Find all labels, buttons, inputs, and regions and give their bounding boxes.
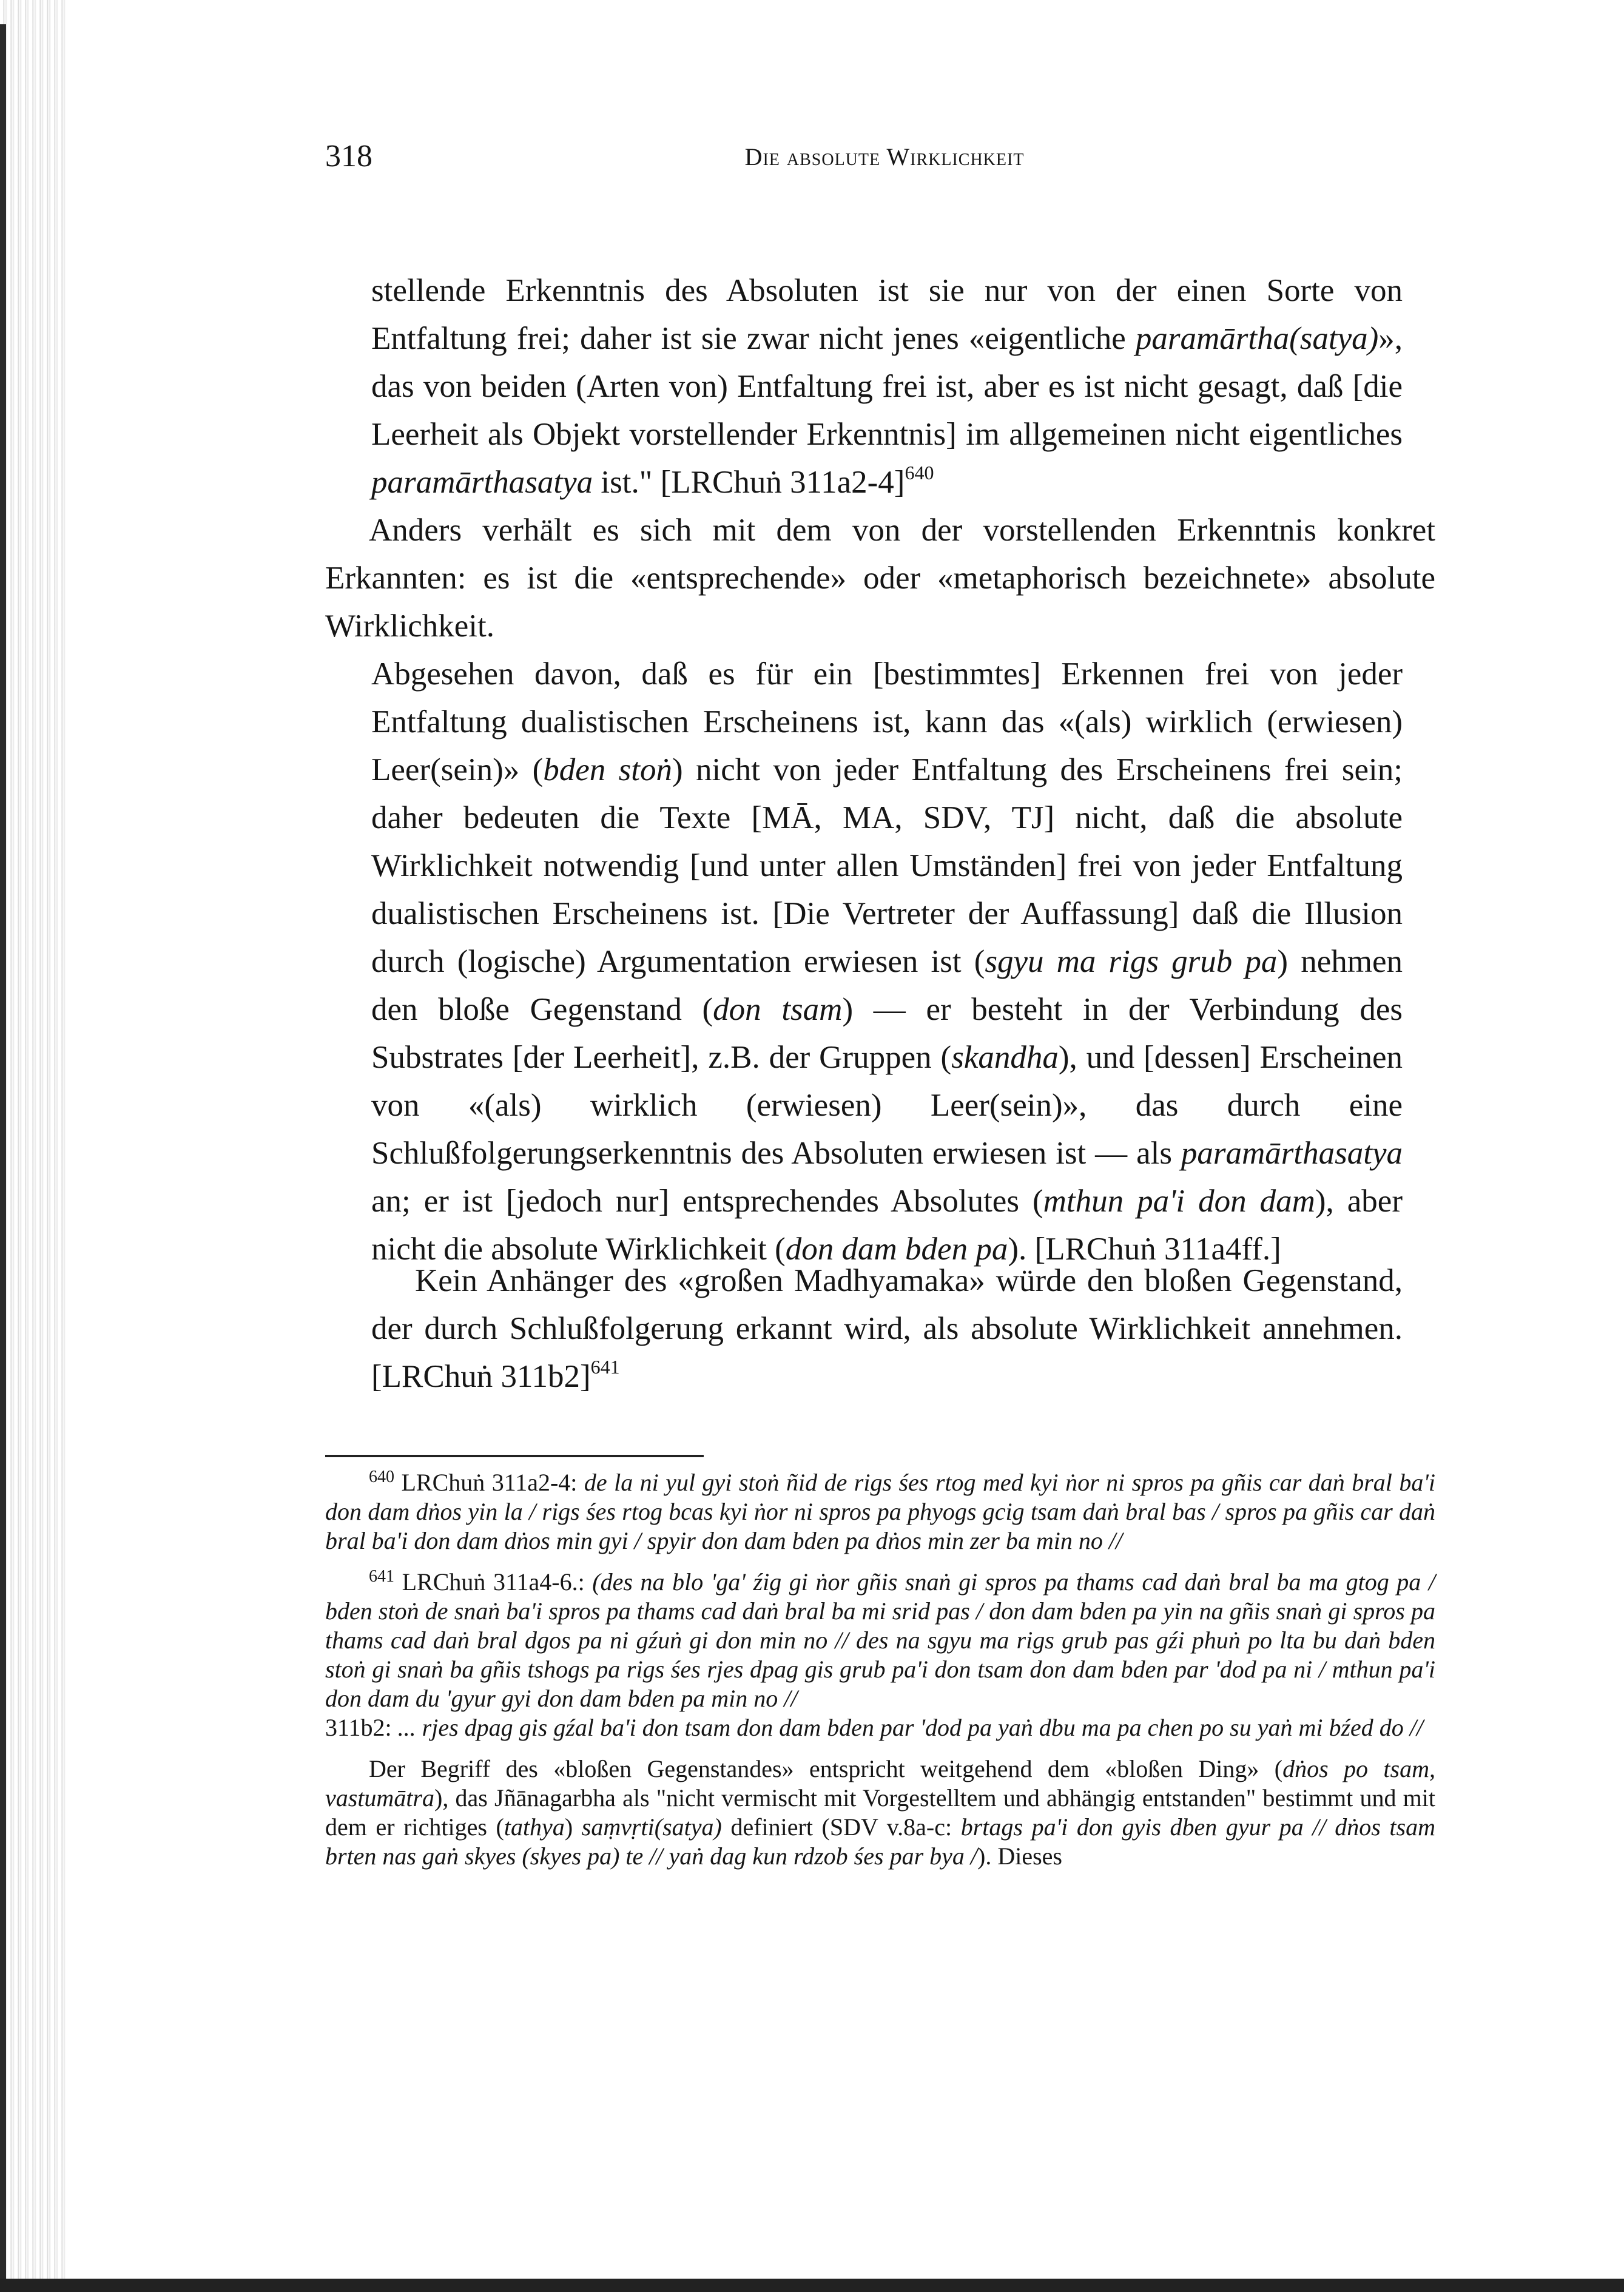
footnote-tibetan: (des na blo 'ga' źig gi ṅor gñis snaṅ gi spros pa thams cad daṅ bral ba ma gtog pa / bden stoṅ de snaṅ ba'i spros pa thams cad daṅ bral ba mi srid pas / don dam bden pa yin na gñis snaṅ gi spros pa thams cad daṅ bral dgos pa ni gźuṅ gi don min no // des na sgyu ma rigs grub pas gźi phuṅ po lta bu daṅ bden stoṅ gi snaṅ ba gñis tshogs pa rigs śes rjes dpag gis grub pa'i don tsam don dam bden par 'dod pa ni / mthun pa'i don dam du 'gyur gyi don dam bden pa min no // [325,1568,1435,1712]
footnote-continuation [325,1754,1435,1871]
term: mthun pa'i don dam [1043,1184,1315,1219]
term: dṅos po tsam, vastumātra [325,1755,1435,1812]
page-number: 318 [325,139,372,174]
text: Kein Anhänger des «großen Madhyamaka» würde den bloßen Gegenstand, der durch Schlußfolgerung erkannt wird, als absolute Wirklichkeit annehmen. [LRChuṅ 311b2] [371,1263,1403,1394]
term: skandha [951,1040,1059,1075]
running-head [325,138,1444,187]
text: an; er ist [jedoch nur] entsprechendes Absolutes ( [371,1184,1043,1219]
text: stellende Erkenntnis des Absoluten ist sie nur von der einen Sorte von Entfaltung frei; daher ist sie zwar nicht jenes «eigentliche [371,273,1403,356]
text: ) nehmen den bloße Gegenstand ( [371,944,1403,1027]
text: ist." [LRChuṅ 311a2-4] [593,465,905,500]
book-binding-shadow [0,0,68,2292]
term: saṃvṛti(satya) [581,1813,722,1841]
text: ). [LRChuṅ 311a4ff.] [1008,1232,1281,1267]
paragraph-main [325,507,1435,650]
text: ) nicht von jeder Entfaltung des Erscheinens frei sein; daher bedeuten die Texte [MĀ, MA, SDV, TJ] nicht, daß die absolute Wirklichkeit notwendig [und unter allen Umständen] frei von jeder Entfaltung dualistischen Erscheinens ist. [Die Vertreter der Auffassung] daß die Illusion durch (logische) Argumentation erwiesen ist ( [371,752,1403,979]
scan-left-edge [0,24,6,2292]
footnote-640 [325,1468,1435,1556]
text: », das von beiden (Arten von) Entfaltung frei ist, aber es ist nicht gesagt, daß [die Leerheit als Objekt vorstellender Erkenntnis] im allgemeinen nicht eigentliches [371,321,1403,452]
scan-bottom-edge [0,2279,1624,2292]
term: brtags pa'i don gyis dben gyur pa // dṅos tsam brten nas gaṅ skyes (skyes pa) te // yaṅ dag kun rdzob śes par bya / [325,1813,1435,1870]
footnote-source: LRChuṅ 311a2-4: [394,1469,584,1496]
text: definiert (SDV v.8a-c: [721,1813,961,1841]
term: paramārthasatya [1181,1136,1403,1171]
footnote-number: 640 [369,1468,394,1486]
text: ) — er besteht in der Verbindung des Substrates [der Leerheit], z.B. der Gruppen ( [371,992,1403,1075]
footnote-ref-640[interactable]: 640 [905,462,934,484]
text: ), und [dessen] Erscheinen von «(als) wirklich (erwiesen) Leer(sein)», das durch eine Schlußfolgerungserkenntnis des Absoluten erwiesen ist — als [371,1040,1403,1171]
footnote-source: LRChuṅ 311a4-6.: [394,1568,593,1596]
term: bden stoṅ [543,752,672,787]
footnote-source: 311b2: [325,1714,398,1741]
footnote-tibetan: de la ni yul gyi stoṅ ñid de rigs śes rtog med kyi ṅor ni spros pa gñis car daṅ bral ba'i don dam dṅos yin la / rigs śes rtog bcas kyi ṅor ni spros pa phyogs gcig tsam daṅ bral bas / spros pa gñis car daṅ bral ba'i don dam dṅos min gyi / spyir don dam bden pa dṅos min zer ba min no // [325,1469,1436,1554]
text: Abgesehen davon, daß es für ein [bestimmtes] Erkennen frei von jeder Entfaltung dualistischen Erscheinens ist, kann das «(als) wirklich (erwiesen) Leer(sein)» ( [371,656,1403,787]
text: ). Dieses [977,1842,1062,1870]
footnote-tibetan: ... rjes dpag gis gźal ba'i don tsam don dam bden par 'dod pa yaṅ dbu ma pa chen po su yaṅ mi bźed do // [397,1714,1424,1741]
term: don dam bden pa [785,1232,1008,1267]
footnotes [325,1468,1435,1871]
footnote-641 [325,1568,1435,1742]
text: Der Begriff des «bloßen Gegenstandes» entspricht weitgehend dem «bloßen Ding» ( [369,1755,1283,1782]
text: ) [564,1813,582,1841]
text: Anders verhält es sich mit dem von der vorstellenden Erkenntnis konkret Erkannten: es ist die «entsprechende» oder «metaphorisch bezeichnete» absolute Wirklichkeit. [325,513,1435,644]
term: tathya [504,1813,565,1841]
term: paramārtha(satya) [1135,321,1379,356]
term: sgyu ma rigs grub pa [985,944,1278,979]
footnote-ref-641[interactable]: 641 [590,1356,620,1378]
paragraph-quote-end [371,267,1403,507]
text: ), aber nicht die absolute Wirklichkeit ( [371,1184,1403,1267]
paragraph-quote [371,650,1403,1273]
paragraph-quote-2 [371,1257,1403,1401]
running-title: Die absolute Wirklichkeit [744,143,1025,170]
text: ), das Jñānagarbha als "nicht vermischt mit Vorgestelltem und abhängig entstanden" bestimmt und mit dem er richtiges ( [325,1784,1435,1841]
footnote-separator [325,1455,704,1457]
term: don tsam [713,992,843,1027]
term: paramārthasatya [371,465,593,500]
footnote-number: 641 [369,1567,394,1586]
